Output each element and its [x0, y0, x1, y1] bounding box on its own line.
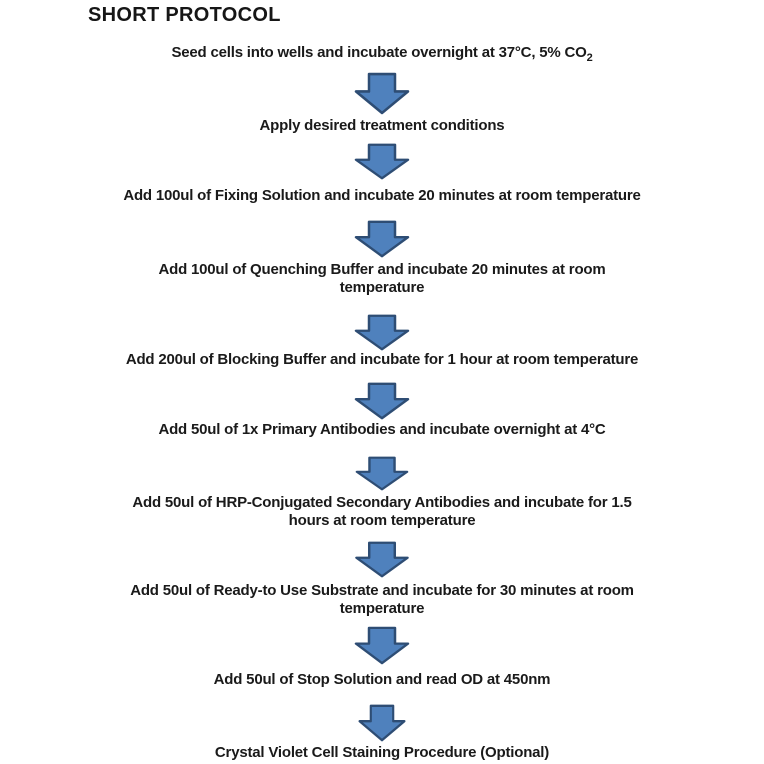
page-title: SHORT PROTOCOL — [88, 4, 281, 26]
down-arrow-icon — [353, 314, 411, 351]
step-line: Add 50ul of Ready-to Use Substrate and incubate for 30 minutes at room — [130, 582, 634, 599]
down-arrow-icon — [353, 72, 411, 115]
subscript: 2 — [586, 52, 593, 64]
step-line: Add 50ul of Stop Solution and read OD at 450nm — [213, 671, 551, 688]
step-line: temperature — [339, 278, 425, 296]
step-line: Add 100ul of Fixing Solution and incubate 20 minutes at room temperature — [123, 187, 641, 204]
step-5-label — [0, 351, 764, 369]
down-arrow-icon — [353, 382, 411, 420]
step-8-label — [0, 582, 764, 617]
step-1-label — [0, 44, 764, 62]
down-arrow-icon — [353, 220, 411, 258]
step-line: Add 50ul of HRP-Conjugated Secondary Antibodies and incubate for 1.5 — [132, 494, 632, 511]
down-arrow-icon — [353, 143, 411, 180]
step-line: Add 100ul of Quenching Buffer and incubate 20 minutes at room — [158, 261, 606, 278]
step-3-label — [0, 187, 764, 205]
step-2-label — [0, 117, 764, 135]
step-9-label — [0, 671, 764, 689]
step-4-label — [0, 261, 764, 296]
step-line: Crystal Violet Cell Staining Procedure (Optional) — [214, 744, 550, 761]
down-arrow-icon — [357, 704, 407, 742]
step-7-label — [0, 494, 764, 529]
step-line: Apply desired treatment conditions — [259, 117, 505, 134]
step-10-label — [0, 744, 764, 762]
down-arrow-icon — [353, 626, 411, 665]
down-arrow-icon — [354, 541, 411, 578]
step-6-label — [0, 421, 764, 439]
down-arrow-icon — [354, 456, 410, 491]
step-line: hours at room temperature — [288, 511, 476, 529]
step-line: temperature — [339, 599, 425, 617]
step-line: Add 50ul of 1x Primary Antibodies and incubate overnight at 4°C — [158, 421, 606, 438]
step-line: Add 200ul of Blocking Buffer and incubate for 1 hour at room temperature — [125, 351, 639, 368]
step-line: Seed cells into wells and incubate overnight at 37°C, 5% $CO_2$ — [171, 44, 593, 64]
